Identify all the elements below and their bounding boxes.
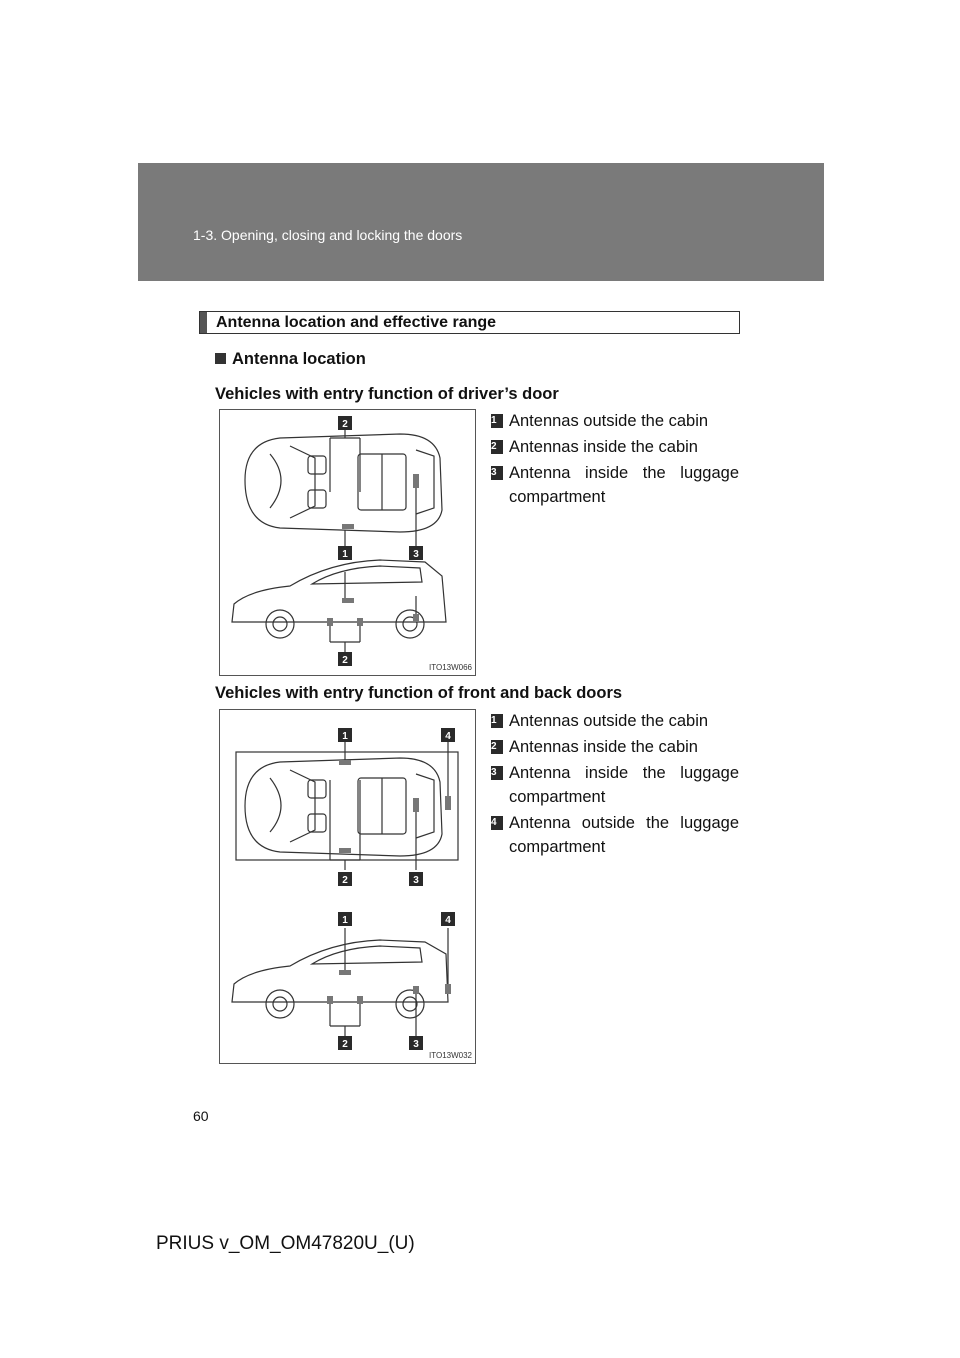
callout-badge: 3 <box>491 766 503 780</box>
legend-text: Antennas outside the cabin <box>509 712 709 730</box>
legend-text: Antenna inside the luggage compartment <box>509 764 739 806</box>
subheading <box>215 350 366 369</box>
figure-code: ITO13W066 <box>429 663 472 672</box>
legend-text: Antenna inside the luggage compartment <box>509 464 739 506</box>
car-antenna-diagram <box>220 710 475 1063</box>
callout-label: 1 <box>342 549 348 560</box>
header-band <box>138 163 824 281</box>
callout-badge: 1 <box>491 714 503 728</box>
callout-badge: 2 <box>491 440 503 454</box>
callout-label: 2 <box>342 655 348 666</box>
callout-label: 1 <box>342 915 348 926</box>
legend-item <box>491 709 739 733</box>
variant-title-drivers-door: Vehicles with entry function of driver’s door <box>215 385 559 403</box>
callout-badge: 4 <box>491 816 503 830</box>
square-bullet-icon <box>215 353 226 364</box>
legend-front-back-doors <box>491 709 739 861</box>
legend-item <box>491 761 739 809</box>
section-heading-box <box>199 311 740 334</box>
section-heading: Antenna location and effective range <box>216 314 497 331</box>
callout-badge: 3 <box>491 466 503 480</box>
footer-doc-id: PRIUS v_OM_OM47820U_(U) <box>156 1233 415 1254</box>
figure-code: ITO13W032 <box>429 1051 472 1060</box>
variant-title-front-back-doors: Vehicles with entry function of front and back doors <box>215 684 623 702</box>
callout-label: 1 <box>342 731 348 742</box>
page-number: 60 <box>193 1108 209 1124</box>
figure-antenna-drivers-door <box>219 409 476 676</box>
legend-item <box>491 735 739 759</box>
subheading-text: Antenna location <box>232 350 366 368</box>
legend-text: Antennas outside the cabin <box>509 412 709 430</box>
section-title: 1-3. Opening, closing and locking the doors <box>193 227 463 243</box>
callout-label: 3 <box>413 875 419 886</box>
figure-antenna-front-back-doors <box>219 709 476 1064</box>
legend-text: Antenna outside the luggage compartment <box>509 814 739 856</box>
car-antenna-diagram <box>220 410 475 675</box>
callout-label: 2 <box>342 875 348 886</box>
callout-badge: 2 <box>491 740 503 754</box>
callout-badge: 1 <box>491 414 503 428</box>
heading-accent-bar <box>200 312 207 333</box>
callout-label: 2 <box>342 1039 348 1050</box>
callout-label: 2 <box>342 419 348 430</box>
legend-text: Antennas inside the cabin <box>509 738 698 756</box>
callout-label: 4 <box>445 915 451 926</box>
callout-label: 3 <box>413 549 419 560</box>
legend-item <box>491 811 739 859</box>
legend-item <box>491 461 739 509</box>
legend-item <box>491 409 739 433</box>
callout-label: 3 <box>413 1039 419 1050</box>
legend-text: Antennas inside the cabin <box>509 438 698 456</box>
legend-drivers-door <box>491 409 739 511</box>
legend-item <box>491 435 739 459</box>
callout-label: 4 <box>445 731 451 742</box>
